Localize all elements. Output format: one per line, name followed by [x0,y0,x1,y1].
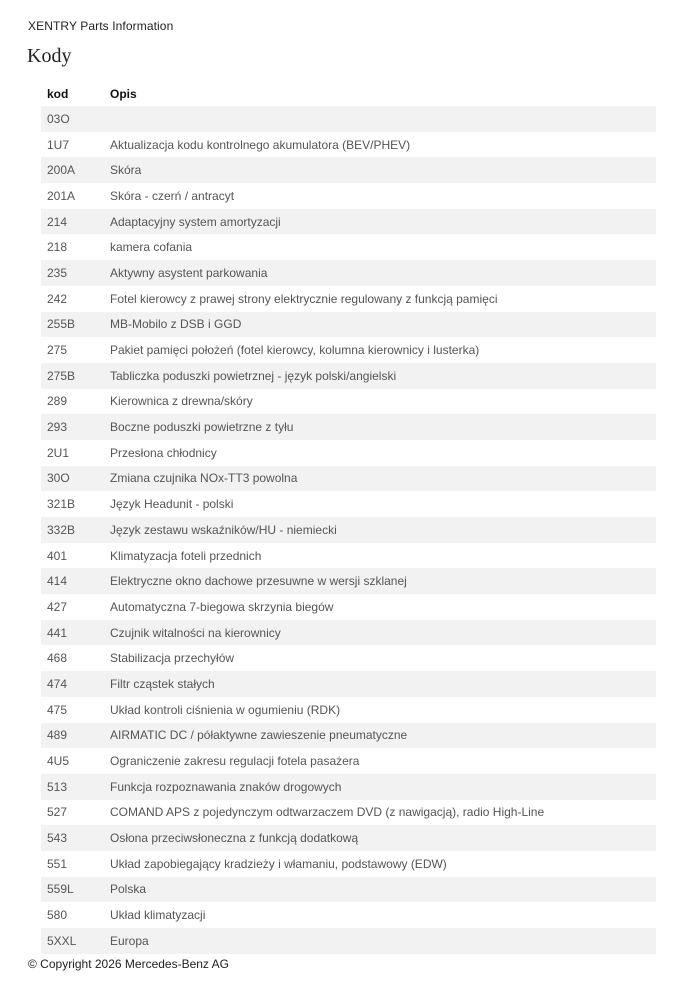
table-row [41,209,656,235]
codes-table [41,81,656,954]
code-cell: 275 [47,343,68,358]
description-cell: kamera cofania [110,240,193,255]
table-row [41,774,656,800]
page-title: Kody [27,45,72,67]
code-cell: 321B [47,497,76,512]
code-cell: 275B [41,363,110,389]
table-header [41,81,656,106]
table-row [41,928,656,954]
description-cell: Boczne poduszki powietrzne z tyłu [110,414,656,440]
table-row [41,466,656,492]
description-cell: COMAND APS z pojedynczym odtwarzaczem DVD (z nawigacją), radio High-Line [110,805,545,820]
table-row [41,723,656,749]
table-row [41,312,656,338]
table-row [41,671,656,697]
table-row [41,337,656,363]
column-header-opis: Opis [110,86,137,101]
table-row [41,414,656,440]
description-cell: Skóra [110,157,656,183]
code-cell: 332B [41,517,110,543]
table-row [41,543,656,569]
table-row [41,106,656,132]
code-cell: 414 [41,568,110,594]
code-cell: 30O [41,466,110,492]
code-cell: 551 [47,856,68,871]
description-cell: Filtr cząstek stałych [110,671,656,697]
code-cell: 474 [41,671,110,697]
code-cell: 527 [47,805,68,820]
table-row [41,825,656,851]
description-cell: Język zestawu wskaźników/HU - niemiecki [110,517,656,543]
table-row [41,440,656,466]
table-row [41,594,656,620]
table-row [41,851,656,877]
code-cell: 03O [41,106,110,132]
table-row [41,286,656,312]
code-cell: 293 [41,414,110,440]
code-cell: 2U1 [47,445,70,460]
code-cell: 4U5 [47,754,70,769]
code-cell: 218 [47,240,68,255]
code-cell: 214 [41,209,110,235]
description-cell: Przesłona chłodnicy [110,445,217,460]
description-cell: Tabliczka poduszki powietrznej - język polski/angielski [110,363,656,389]
table-row [41,260,656,286]
code-cell: 5XXL [41,928,110,954]
table-row [41,902,656,928]
table-row [41,568,656,594]
table-row [41,645,656,671]
description-cell: Stabilizacja przechyłów [110,651,235,666]
description-cell: Europa [110,928,656,954]
description-cell: Adaptacyjny system amortyzacji [110,209,656,235]
code-cell: 201A [47,188,76,203]
description-cell: Układ kontroli ciśnienia w ogumieniu (RDK) [110,702,341,717]
copyright-footer: © Copyright 2026 Mercedes-Benz AG [28,957,229,971]
description-cell: Osłona przeciwsłoneczna z funkcją dodatkową [110,825,656,851]
description-cell: MB-Mobilo z DSB i GGD [110,312,656,338]
description-cell: Język Headunit - polski [110,497,234,512]
description-cell: Elektryczne okno dachowe przesuwne w wersji szklanej [110,568,656,594]
code-cell: 289 [47,394,68,409]
description-cell: Polska [110,877,656,903]
app-title: XENTRY Parts Information [28,19,174,33]
table-row [41,517,656,543]
table-body [41,106,656,954]
table-header-row [41,81,656,106]
description-cell: Fotel kierowcy z prawej strony elektrycznie regulowany z funkcją pamięci [110,291,498,306]
code-cell: 559L [41,877,110,903]
description-cell: Klimatyzacja foteli przednich [110,548,262,563]
description-cell: Układ zapobiegający kradzieży i włamaniu, podstawowy (EDW) [110,856,447,871]
code-cell: 1U7 [47,137,70,152]
table-row [41,697,656,723]
table-row [41,157,656,183]
description-cell: Aktualizacja kodu kontrolnego akumulatora (BEV/PHEV) [110,137,411,152]
description-cell [110,106,656,132]
table-row [41,800,656,826]
description-cell: Automatyczna 7-biegowa skrzynia biegów [110,599,334,614]
table-row [41,620,656,646]
table-row [41,748,656,774]
table-row [41,491,656,517]
code-cell: 513 [41,774,110,800]
description-cell: Kierownica z drewna/skóry [110,394,253,409]
description-cell: Pakiet pamięci położeń (fotel kierowcy, kolumna kierownicy i lusterka) [110,343,480,358]
description-cell: Funkcja rozpoznawania znaków drogowych [110,774,656,800]
description-cell: Ograniczenie zakresu regulacji fotela pasażera [110,754,360,769]
code-cell: 489 [41,723,110,749]
table-row [41,363,656,389]
code-cell: 235 [41,260,110,286]
description-cell: Skóra - czerń / antracyt [110,188,235,203]
code-cell: 468 [47,651,68,666]
table-row [41,234,656,260]
table-row [41,389,656,415]
column-header-kod: kod [47,86,69,101]
description-cell: Zmiana czujnika NOx-TT3 powolna [110,466,656,492]
code-cell: 441 [41,620,110,646]
code-cell: 475 [47,702,68,717]
table-row [41,877,656,903]
table-row [41,183,656,209]
description-cell: Aktywny asystent parkowania [110,260,656,286]
code-cell: 580 [47,908,68,923]
code-cell: 543 [41,825,110,851]
table-row [41,132,656,158]
description-cell: AIRMATIC DC / półaktywne zawieszenie pneumatyczne [110,723,656,749]
description-cell: Czujnik witalności na kierownicy [110,620,656,646]
code-cell: 401 [47,548,68,563]
code-cell: 200A [41,157,110,183]
code-cell: 427 [47,599,68,614]
code-cell: 255B [41,312,110,338]
code-cell: 242 [47,291,68,306]
description-cell: Układ klimatyzacji [110,908,206,923]
